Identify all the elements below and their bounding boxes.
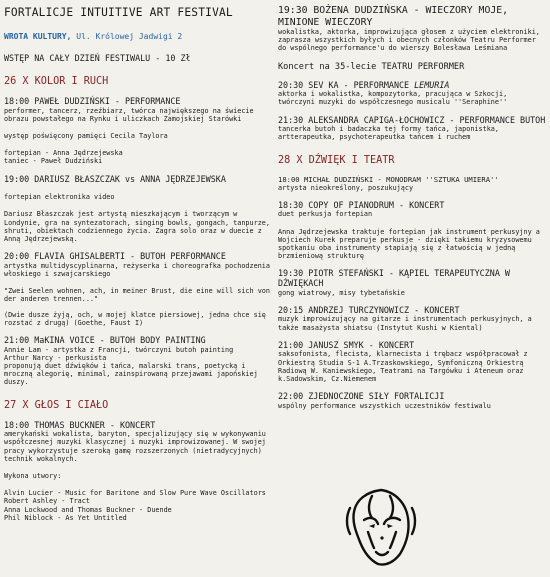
event-title: 21:00 MaKINA VOICE - BUTOH BODY PAINTING bbox=[4, 335, 206, 346]
day-heading-26: 26 X KOLOR I RUCH bbox=[4, 76, 109, 87]
event-line: fortepian - Anna Jędrzejewska bbox=[4, 149, 123, 158]
event-description: Dariusz Błaszczak jest artystą mieszkającym i tworzącym w Londynie, gra na syntezatorach, singing bowls, gongach, tanpurze, shruti, obiektach codziennego życia. Zagra solo oraz w duecie z Anną Jędrzejewską. bbox=[4, 210, 270, 244]
event-note: występ poświęcony pamięci Cecila Taylora bbox=[4, 132, 168, 140]
entry-price: WSTĘP NA CAŁY DZIEŃ FESTIWALU - 10 Zł bbox=[4, 53, 191, 63]
event-title: 20:15 ANDRZEJ TURCZYNOWICZ - KONCERT bbox=[278, 304, 460, 315]
event-description: tancerka butoh i badaczka tej formy tańca, japonistka, artterapeutka, psychoterapeutka tańcem i ruchem bbox=[278, 125, 499, 142]
event-title-italic: LEMURIA bbox=[414, 79, 450, 90]
event-subtitle: fortepian elektronika video bbox=[4, 193, 115, 202]
venue bbox=[4, 32, 274, 42]
event-description: amerykański wokalista, baryton, specjalizujący się w wykonywaniu współczesnej muzyki klasycznej i muzyki improwizowanej. W swojej pracy wykorzystuje szeroką gamę rozszerzonych (nietradycyjnych) technik wokalnych. bbox=[4, 430, 266, 463]
left-column bbox=[4, 0, 274, 522]
event-description: muzyk improwizujący na gitarze i instrumentach perkusyjnych, a także masażysta shiatsu (Instytut Kushi w Kiental) bbox=[278, 315, 532, 332]
event-title: 20:00 FLAVIA GHISALBERTI - BUTOH PERFORMANCE bbox=[4, 251, 226, 262]
event-title: 18:00 PAWEŁ DUDZIŃSKI - PERFORMANCE bbox=[4, 96, 181, 106]
works-item: Robert Ashley - Tract bbox=[4, 497, 90, 506]
face-drawing-icon bbox=[342, 486, 420, 568]
event-title bbox=[278, 81, 546, 91]
event-title: 19:00 DARIUSZ BŁASZCZAK vs ANNA JĘDRZEJEWSKA bbox=[4, 173, 226, 184]
event-description: saksofonista, flecista, klarnecista i trębacz współpracował z Orkiestrą Studia S-1 A.Trzaskowskiego, Symfoniczną Orkiestrą Radiową W. Kaniewskiego, Teatrami na Targówku i Ateneum oraz k.Sadowskim, Cz.Niemenem bbox=[278, 350, 528, 384]
event-title-text: 20:30 SEV KA - PERFORMANCE bbox=[278, 79, 415, 90]
festival-title: FORTALICJE INTUITIVE ART FESTIVAL bbox=[4, 6, 233, 19]
event-title: 18:00 MICHAŁ DUDZIŃSKI - MONODRAM ''SZTUKA UMIERA'' bbox=[278, 174, 499, 184]
day-heading-27: 27 X GŁOS I CIAŁO bbox=[4, 399, 109, 411]
event-line: Arthur Narcy - perkusista bbox=[4, 353, 107, 362]
event-title: 19:30 BOŻENA DUDZIŃSKA - WIECZORY MOJE, MINIONE WIECZORY bbox=[278, 5, 509, 28]
event-description: artysta nieokreślony, poszukujący bbox=[278, 183, 414, 192]
right-column bbox=[278, 0, 546, 410]
event-title: 22:00 ZJEDNOCZONE SIŁY FORTALICJI bbox=[278, 391, 445, 402]
event-line: taniec - Paweł Dudziński bbox=[4, 157, 103, 166]
event-quote-translation: (Dwie dusze żyją, och, w mojej klatce piersiowej, jedna chce się rozstać z drugą) (Goethe, Faust I) bbox=[4, 310, 266, 327]
event-description: aktorka i wokalistka, kompozytorka, pracująca w Szkocji, twórczyni muzyki do współczesnego musicalu ''Seraphine'' bbox=[278, 90, 508, 107]
works-heading: Wykona utwory: bbox=[4, 472, 62, 481]
event-title: 21:00 JANUSZ SMYK - KONCERT bbox=[278, 339, 415, 350]
event-description: performer, tancerz, rzeźbiarz, twórca największego na świecie obrazu powstałego na Rynku i uliczkach Zamojskiej Starówki bbox=[4, 106, 254, 123]
event-description: wspólny performance wszystkich uczestników festiwalu bbox=[278, 401, 491, 410]
event-description: wokalistka, aktorka, improwizująca głosem z użyciem elektroniki, zaprasza wszystkich byłych i obecnych członków Teatru Performer do wspólnego performance'u do wierszy Bolesława Leśmiana bbox=[278, 28, 540, 53]
event-description: proponują duet dźwięków i tańca, malarski trans, poetycką i mroczną alegorię, minimal, zainspirowaną przejawami japońskiej duszy. bbox=[4, 362, 258, 387]
event-line: Annie Lam - artystka z Francji, twórczyni butoh painting bbox=[4, 345, 234, 354]
concert-heading: Koncert na 35-lecie TEATRU PERFORMER bbox=[278, 61, 465, 72]
event-title: 21:30 ALEKSANDRA CAPIGA-ŁOCHOWICZ - PERFORMANCE BUTOH bbox=[278, 114, 546, 125]
event-description: Anna Jędrzejewska traktuje fortepian jak instrument perkusyjny a Wojciech Kurek preparuje perkusje - dzięki takiemu kryzysowemu spotkaniu oba instrumenty stapiają się z łatwością w jedną brzmieniową strukturę bbox=[278, 227, 540, 261]
works-item: Phil Niblock - As Yet Untitled bbox=[4, 513, 127, 522]
venue-address: Ul. Królowej Jadwigi 2 bbox=[71, 32, 183, 41]
event-description: artystka multidyscyplinarna, reżyserka i choreografka pochodzenia włoskiego i szwajcarskiego bbox=[4, 261, 270, 279]
event-quote: "Zwei Seelen wohnen, ach, in meiner Brust, die eine will sich von der anderen trennen..." bbox=[4, 287, 270, 304]
day-heading-28: 28 X DŹWIĘK I TEATR bbox=[278, 154, 395, 166]
event-title: 18:00 THOMAS BUCKNER - KONCERT bbox=[4, 419, 156, 430]
event-description: gong wiatrowy, misy tybetańskie bbox=[278, 288, 405, 297]
works-item: Anna Lockwood and Thomas Buckner - Duende bbox=[4, 505, 172, 514]
works-item: Alvin Lucier - Music for Baritone and Slow Pure Wave Oscillators bbox=[4, 489, 266, 498]
event-subtitle: duet perkusja fortepian bbox=[278, 210, 373, 219]
venue-name: WROTA KULTURY, bbox=[4, 32, 72, 41]
event-title: 18:30 COPY OF PIANODRUM - KONCERT bbox=[278, 199, 445, 210]
event-title: 19:30 PIOTR STEFAŃSKI - KĄPIEL TERAPEUTYCZNA W DŹWIĘKACH bbox=[278, 268, 510, 289]
